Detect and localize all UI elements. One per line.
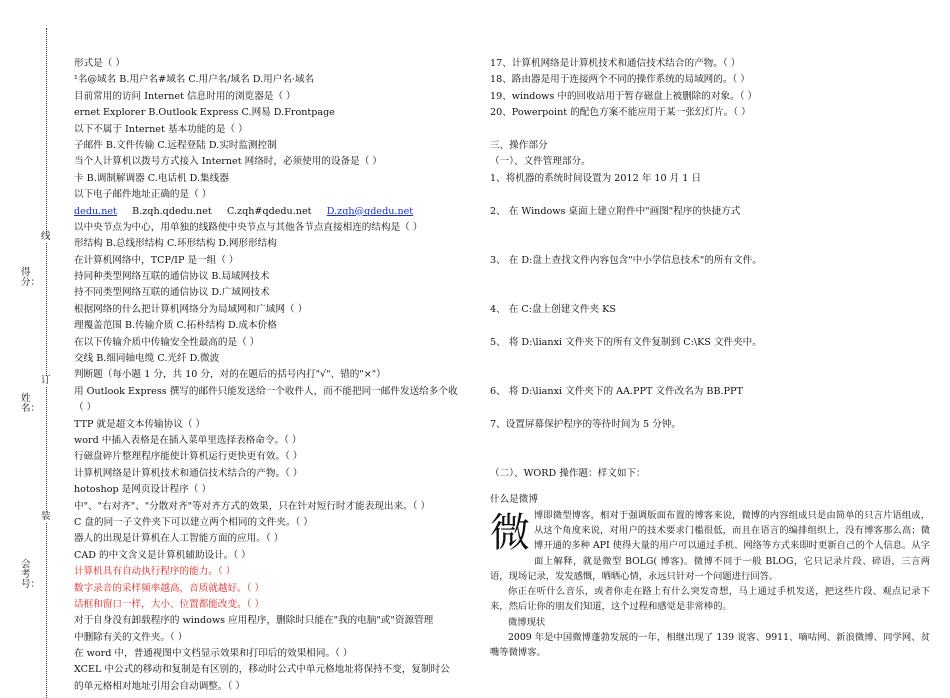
question-line: 卡 B.调制解调器 C.电话机 D.集线器 — [74, 172, 229, 184]
question-line: XCEL 中公式的移动和复制是有区别的，移动时公式中单元格地址将保持不变，复制时公 — [74, 664, 450, 676]
question-line: 计算机网络是计算机技术和通信技术结合的产物。（ ） — [74, 467, 303, 479]
email-option-a-link[interactable]: dedu.net — [74, 205, 117, 217]
email-options-line — [74, 204, 468, 220]
word-sample-paragraph-3: 2009 年是中国微博蓬勃发展的一年，相继出现了 139 说客、9911、嘀咕网、新浪微博、同学网、贫嘴等微博客。 — [490, 632, 930, 659]
question-line-red: 话框和窗口一样，大小、位置都能改变。（ ） — [74, 598, 265, 610]
question-line: 行磁盘碎片整理程序能使计算机运行更快更有效。（ ） — [74, 451, 303, 463]
spacer — [490, 449, 930, 465]
question-line: 在以下传输介质中传输安全性最高的是（ ） — [74, 336, 260, 348]
question-line: 中"、"右对齐"、"分散对齐"等对齐方式的效果，只在针对短行时才能表现出来。（ ） — [74, 500, 431, 512]
question-line: hotoshop 是网页设计程序（ ） — [74, 484, 212, 496]
section-heading: 判断题（每小题 1 分，共 10 分，对的在题后的括号内打"√"、错的"×"） — [74, 369, 386, 381]
question-line: 17、计算机网络是计算机技术和通信技术结合的产物。（ ） — [490, 58, 741, 69]
question-line: 20、Powerpoint 的配色方案不能应用于某一张幻灯片。（ ） — [490, 107, 751, 119]
question-line: 在 word 中，普通视图中文档显示效果和打印后的效果相同。（ ） — [74, 648, 353, 660]
question-line: TTP 就是超文本传输协议（ ） — [74, 418, 206, 430]
left-column — [74, 56, 468, 698]
question-line: 用 Outlook Express 撰写的邮件只能发送给一个收件人，而不能把同一邮件发送给多个收 — [74, 385, 458, 397]
question-line: 18、路由器是用于连接两个不同的操作系统的局域网的。（ ） — [490, 74, 750, 86]
question-line: 以下不属于 Internet 基本功能的是（ ） — [74, 123, 248, 135]
task-line: 1、将机器的系统时间设置为 2012 年 10 月 1 日 — [490, 172, 702, 184]
question-line: 交线 B.细同轴电缆 C.光纤 D.微波 — [74, 353, 220, 365]
binding-line-char: 线 — [41, 231, 51, 242]
question-line: word 中插入表格是在插入菜单里选择表格命令。（ ） — [74, 434, 302, 446]
name-label: 姓名： — [21, 393, 41, 414]
question-line: ¹名@域名 B.用户名#域名 C.用户名/域名 D.用户名·域名 — [74, 74, 315, 86]
right-column — [490, 56, 930, 698]
spacer — [490, 351, 930, 367]
word-sample-subheading: 微博现状 — [508, 616, 546, 628]
spacer — [490, 269, 930, 285]
task-line: 6、 将 D:\lianxi 文件夹下的 AA.PPT 文件改名为 BB.PPT — [490, 385, 743, 397]
spacer — [490, 367, 930, 383]
question-line: 持不同类型网络互联的通信协议 D.广域网技术 — [74, 287, 270, 299]
email-option-d-link[interactable]: D.zqh@qdedu.net — [326, 205, 414, 217]
question-line: 根据网络的什么把计算机网络分为局域网和广域网（ ） — [74, 303, 308, 315]
question-line: 在计算机网络中，TCP/IP 是一组（ ） — [74, 254, 239, 266]
question-line: 形式是（ ） — [74, 58, 126, 69]
word-sample-paragraph-2: 你正在听什么音乐，或者你走在路上有什么突发奇想，马上通过手机发送，把这些片段、观点记录下来，然后让你的朋友们知道，这个过程和感觉是非常棒的。 — [490, 586, 930, 613]
question-line-red: 计算机具有自动执行程序的能力。（ ） — [74, 566, 236, 578]
task-line: 2、 在 Windows 桌面上建立附件中"画图"程序的快捷方式 — [490, 205, 741, 217]
question-line: 子邮件 B.文件传输 C.远程登陆 D.实时监测控制 — [74, 139, 277, 151]
question-line: 目前常用的访问 Internet 信息时用的浏览器是（ ） — [74, 90, 296, 102]
binding-dotted-line — [46, 28, 47, 698]
word-sample-heading: 什么是微博 — [490, 494, 538, 506]
task-line: 7、设置屏幕保护程序的等待时间为 5 分钟。 — [490, 418, 681, 430]
spacer — [490, 220, 930, 236]
task-line: 3、 在 D:盘上查找文件内容包含"中小学信息技术"的所有文件。 — [490, 254, 762, 266]
question-line: 当个人计算机以拨号方式接入 Internet 网络时，必须使用的设备是（ ） — [74, 156, 382, 168]
spacer — [490, 318, 930, 334]
question-line: 以中央节点为中心，用单独的线路使中央节点与其他各节点直接相连的结构是（ ） — [74, 221, 423, 233]
question-line: C 盘的同一子文件夹下可以建立两个相同的文件夹。（ ） — [74, 516, 313, 528]
exam-number-label: 会考号： — [21, 559, 41, 590]
drop-cap: 微 — [490, 509, 530, 556]
question-line: CAD 的中文含义是计算机辅助设计。（ ） — [74, 549, 251, 561]
question-line: 理覆盖范围 B.传输介质 C.拓朴结构 D.成本价格 — [74, 320, 277, 332]
task-line: 4、 在 C:盘上创建文件夹 KS — [490, 303, 616, 315]
subsection-heading: （二）、WORD 操作题：样文如下： — [490, 467, 646, 479]
spacer — [490, 187, 930, 203]
question-line: （ ） — [74, 402, 97, 414]
spacer — [490, 236, 930, 252]
spacer — [490, 285, 930, 301]
email-option-b: B.zqh.qdedu.net — [132, 205, 212, 217]
question-line: 形结构 B.总线形结构 C.环形结构 D.网形形结构 — [74, 238, 277, 250]
question-line: 的单元格相对地址引用会自动调整。（ ） — [74, 680, 245, 692]
question-line: 对于自身没有卸载程序的 windows 应用程序，删除时只能在"我的电脑"或"资源管理 — [74, 615, 434, 627]
spacer — [490, 122, 930, 138]
question-line: 器人的出现是计算机在人工智能方面的应用。（ ） — [74, 533, 284, 545]
question-line: 以下电子邮件地址正确的是（ ） — [74, 189, 212, 201]
email-option-c: C.zqh#qdedu.net — [226, 205, 312, 217]
spacer — [490, 433, 930, 449]
score-label: 得分： — [21, 267, 41, 288]
spacer — [490, 400, 930, 416]
paragraph-1-text: 博即微型博客，相对于强调版面布置的博客来说，微博的内容组成只是由简单的只言片语组成，从这个角度来说，对用户的技术要求门槛很低，而且在语言的编排组织上，没有博客那么高；微博开通的多种 API 使得大量的用户可以通过手机、网络等方式来即时更新自己的个人信息。从字面上解释，就是微型 BOLG( 博客)。微博不同于一般 BLOG，它只记录片段、碎语，三言两语，现场记录，发发感慨，晒晒心情，永远只针对一个问题进行回答。 — [490, 509, 930, 582]
word-sample-paragraph-1 — [490, 508, 930, 584]
question-line: 中删除有关的文件夹。（ ） — [74, 631, 188, 643]
question-line: ernet Explorer B.Outlook Express C.网易 D.Frontpage — [74, 107, 335, 119]
subsection-heading: （一）、文件管理部分。 — [490, 156, 591, 168]
task-line: 5、 将 D:\lianxi 文件夹下的所有文件复制到 C:\KS 文件夹中。 — [490, 336, 762, 348]
question-line: 持同种类型网络互联的通信协议 B.局域网技术 — [74, 271, 270, 283]
binding-order-char: 订 — [41, 375, 51, 386]
question-line: 19、windows 中的回收站用于暂存磁盘上被删除的对象。（ ） — [490, 90, 758, 102]
section-heading: 三、操作部分 — [490, 139, 548, 151]
binding-bind-char: 装 — [41, 511, 51, 522]
binding-margin — [0, 0, 70, 698]
question-line-red: 数字录音的采样频率越高，音质就越好。（ ） — [74, 582, 265, 594]
